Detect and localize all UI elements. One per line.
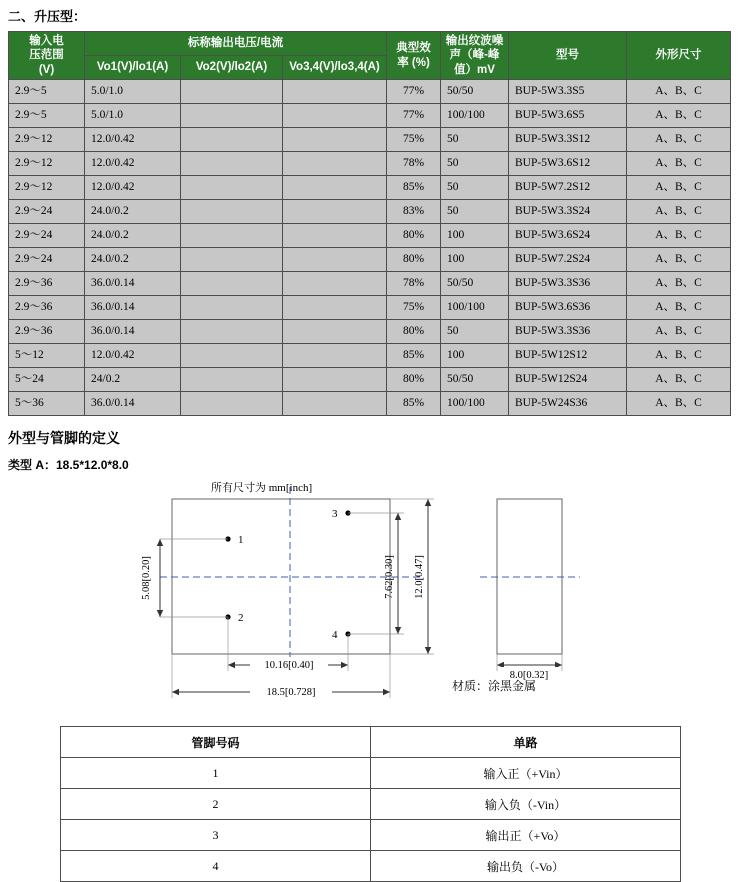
cell-ripple: 100/100	[441, 104, 509, 128]
cell-eff: 80%	[387, 368, 441, 392]
cell-ripple: 50/50	[441, 272, 509, 296]
cell-vo2	[181, 344, 283, 368]
cell-model: BUP-5W12S12	[509, 344, 627, 368]
dim-left-arrow-top	[157, 539, 163, 546]
package-drawing	[0, 477, 740, 722]
cell-vin: 5～36	[9, 392, 85, 416]
cell-ripple: 50	[441, 320, 509, 344]
cell-vo2	[181, 104, 283, 128]
cell-size: A、B、C	[627, 152, 731, 176]
cell-vo2	[181, 200, 283, 224]
cell-vo34	[283, 224, 387, 248]
dim-outer-right-arrow-bottom	[425, 647, 431, 654]
dim-left-arrow-bottom	[157, 610, 163, 617]
spec-table-body	[9, 80, 731, 416]
col-header-nominal-group: 标称输出电压/电流	[85, 32, 387, 56]
cell-model: BUP-5W3.3S36	[509, 320, 627, 344]
cell-vo34	[283, 152, 387, 176]
page-title: 二、升压型：	[8, 9, 87, 24]
cell-size: A、B、C	[627, 80, 731, 104]
cell-size: A、B、C	[627, 392, 731, 416]
cell-vo34	[283, 248, 387, 272]
col-header-vin: 输入电 压范围 (V)	[9, 32, 85, 80]
cell-eff: 77%	[387, 104, 441, 128]
cell-vo2	[181, 248, 283, 272]
cell-ripple: 50	[441, 152, 509, 176]
cell-vo1: 5.0/1.0	[85, 104, 181, 128]
cell-model: BUP-5W3.6S36	[509, 296, 627, 320]
cell-vo1: 36.0/0.14	[85, 392, 181, 416]
table-row	[9, 152, 731, 176]
dim-bottom-outer-text: 18.5[0.728]	[266, 687, 316, 699]
pin-cell-function: 输入负（-Vin）	[371, 789, 681, 820]
cell-model: BUP-5W3.6S12	[509, 152, 627, 176]
dim-bottom-outer-arrow-right	[383, 689, 390, 695]
table-row	[9, 176, 731, 200]
cell-eff: 75%	[387, 128, 441, 152]
dim-bottom-outer-arrow-left	[172, 689, 179, 695]
cell-vo34	[283, 128, 387, 152]
dim-left-vertical-text: 5.08[0.20]	[141, 556, 152, 600]
cell-vin: 2.9～24	[9, 200, 85, 224]
cell-vo1: 12.0/0.42	[85, 176, 181, 200]
cell-vo2	[181, 368, 283, 392]
cell-vin: 2.9～12	[9, 128, 85, 152]
cell-ripple: 50/50	[441, 80, 509, 104]
cell-eff: 80%	[387, 224, 441, 248]
table-row	[61, 789, 681, 820]
cell-vo34	[283, 296, 387, 320]
cell-vo34	[283, 200, 387, 224]
table-row	[9, 368, 731, 392]
col-header-efficiency: 典型效 率 (%)	[387, 32, 441, 80]
cell-vo2	[181, 128, 283, 152]
table-row	[9, 248, 731, 272]
cell-model: BUP-5W12S24	[509, 368, 627, 392]
table-row	[61, 851, 681, 882]
cell-vin: 2.9～36	[9, 296, 85, 320]
cell-vo2	[181, 296, 283, 320]
dim-bottom-inner-arrow-right	[341, 662, 348, 668]
cell-model: BUP-5W3.6S24	[509, 224, 627, 248]
dim-inner-right-arrow-bottom	[395, 627, 401, 634]
cell-eff: 80%	[387, 320, 441, 344]
pin-3-label: 3	[332, 508, 338, 521]
cell-eff: 78%	[387, 152, 441, 176]
col-header-vo2: Vo2(V)/lo2(A)	[181, 56, 283, 80]
cell-vo2	[181, 176, 283, 200]
cell-vo1: 24/0.2	[85, 368, 181, 392]
dim-bottom-inner-arrow-left	[228, 662, 235, 668]
pin-cell-function: 输出正（+Vo）	[371, 820, 681, 851]
dim-inner-right-text: 7.62[0.30]	[384, 555, 395, 599]
cell-vin: 2.9～36	[9, 272, 85, 296]
pin-4-label: 4	[332, 629, 338, 642]
cell-vo2	[181, 392, 283, 416]
cell-vin: 2.9～12	[9, 176, 85, 200]
cell-ripple: 50	[441, 176, 509, 200]
table-row	[9, 128, 731, 152]
cell-vin: 5～24	[9, 368, 85, 392]
pin-col-header-function: 单路	[371, 727, 681, 758]
cell-model: BUP-5W3.3S24	[509, 200, 627, 224]
pin-table-head	[61, 727, 681, 758]
dim-bottom-inner-text: 10.16[0.40]	[264, 660, 314, 672]
cell-vin: 2.9～24	[9, 248, 85, 272]
cell-eff: 85%	[387, 176, 441, 200]
cell-eff: 75%	[387, 296, 441, 320]
cell-vo1: 12.0/0.42	[85, 128, 181, 152]
cell-vo34	[283, 104, 387, 128]
table-row	[9, 344, 731, 368]
col-header-vo1: Vo1(V)/lo1(A)	[85, 56, 181, 80]
cell-model: BUP-5W3.6S5	[509, 104, 627, 128]
cell-vo1: 12.0/0.42	[85, 344, 181, 368]
cell-vo34	[283, 368, 387, 392]
cell-size: A、B、C	[627, 320, 731, 344]
cell-size: A、B、C	[627, 272, 731, 296]
table-row	[9, 200, 731, 224]
table-row	[9, 272, 731, 296]
cell-vin: 5～12	[9, 344, 85, 368]
cell-size: A、B、C	[627, 224, 731, 248]
col-header-model: 型号	[509, 32, 627, 80]
cell-vo34	[283, 176, 387, 200]
cell-vo1: 24.0/0.2	[85, 200, 181, 224]
dim-outer-right-arrow-top	[425, 499, 431, 506]
pin-2-label: 2	[238, 612, 244, 625]
cell-eff: 78%	[387, 272, 441, 296]
outline-type-label: 类型 A：18.5*12.0*8.0	[8, 458, 129, 473]
cell-model: BUP-5W3.3S12	[509, 128, 627, 152]
cell-vo34	[283, 344, 387, 368]
cell-eff: 83%	[387, 200, 441, 224]
cell-ripple: 100/100	[441, 392, 509, 416]
pin-col-header-number: 管脚号码	[61, 727, 371, 758]
unit-note: 所有尺寸为 mm[inch]	[211, 482, 313, 495]
package-drawing-svg	[0, 477, 740, 722]
cell-vin: 2.9～36	[9, 320, 85, 344]
cell-vo34	[283, 392, 387, 416]
table-row	[61, 758, 681, 789]
cell-vo1: 5.0/1.0	[85, 80, 181, 104]
cell-size: A、B、C	[627, 368, 731, 392]
pin-cell-function: 输出负（-Vo）	[371, 851, 681, 882]
cell-vo1: 24.0/0.2	[85, 248, 181, 272]
cell-ripple: 50	[441, 200, 509, 224]
cell-eff: 85%	[387, 392, 441, 416]
col-header-size: 外形尺寸	[627, 32, 731, 80]
pin-1-label: 1	[238, 534, 244, 547]
cell-vo1: 36.0/0.14	[85, 320, 181, 344]
pin-header-row	[61, 727, 681, 758]
spec-table	[8, 31, 731, 416]
cell-model: BUP-5W24S36	[509, 392, 627, 416]
cell-size: A、B、C	[627, 128, 731, 152]
cell-vo1: 12.0/0.42	[85, 152, 181, 176]
cell-eff: 77%	[387, 80, 441, 104]
cell-ripple: 100/100	[441, 296, 509, 320]
table-row	[9, 320, 731, 344]
outline-heading: 外型与管脚的定义	[8, 430, 120, 447]
dim-inner-right-arrow-top	[395, 513, 401, 520]
table-row	[9, 392, 731, 416]
cell-ripple: 100	[441, 248, 509, 272]
col-header-vo34: Vo3,4(V)/lo3,4(A)	[283, 56, 387, 80]
cell-vo2	[181, 152, 283, 176]
cell-size: A、B、C	[627, 104, 731, 128]
cell-vo1: 36.0/0.14	[85, 272, 181, 296]
cell-model: BUP-5W3.3S5	[509, 80, 627, 104]
dim-side-width-text: 8.0[0.32]	[509, 670, 549, 682]
cell-vo2	[181, 224, 283, 248]
cell-ripple: 100	[441, 224, 509, 248]
cell-vo1: 24.0/0.2	[85, 224, 181, 248]
col-header-ripple: 输出纹波噪 声（峰-峰 值）mV	[441, 32, 509, 80]
dim-outer-right-text: 12.0[0.47]	[414, 555, 425, 599]
table-row	[9, 80, 731, 104]
cell-vin: 2.9～5	[9, 104, 85, 128]
cell-model: BUP-5W3.3S36	[509, 272, 627, 296]
pin-table-body	[61, 758, 681, 882]
cell-size: A、B、C	[627, 248, 731, 272]
pin-cell-number: 3	[61, 820, 371, 851]
cell-ripple: 50/50	[441, 368, 509, 392]
cell-vo34	[283, 320, 387, 344]
spec-table-head	[9, 32, 731, 80]
cell-size: A、B、C	[627, 200, 731, 224]
cell-vin: 2.9～24	[9, 224, 85, 248]
cell-vin: 2.9～5	[9, 80, 85, 104]
cell-vo2	[181, 80, 283, 104]
pin-definition-table	[60, 726, 681, 882]
cell-eff: 85%	[387, 344, 441, 368]
pin-cell-function: 输入正（+Vin）	[371, 758, 681, 789]
cell-vo1: 36.0/0.14	[85, 296, 181, 320]
cell-size: A、B、C	[627, 296, 731, 320]
cell-eff: 80%	[387, 248, 441, 272]
table-row	[9, 224, 731, 248]
cell-size: A、B、C	[627, 176, 731, 200]
pin-cell-number: 1	[61, 758, 371, 789]
spec-header-row-1	[9, 32, 731, 56]
table-row	[9, 296, 731, 320]
cell-ripple: 100	[441, 344, 509, 368]
cell-vo2	[181, 320, 283, 344]
table-row	[61, 820, 681, 851]
cell-size: A、B、C	[627, 344, 731, 368]
cell-vo34	[283, 272, 387, 296]
pin-cell-number: 2	[61, 789, 371, 820]
pin-cell-number: 4	[61, 851, 371, 882]
table-row	[9, 104, 731, 128]
cell-model: BUP-5W7.2S12	[509, 176, 627, 200]
cell-vo34	[283, 80, 387, 104]
material-note: 材质：涂黑金属	[452, 679, 537, 694]
cell-vin: 2.9～12	[9, 152, 85, 176]
cell-ripple: 50	[441, 128, 509, 152]
cell-model: BUP-5W7.2S24	[509, 248, 627, 272]
cell-vo2	[181, 272, 283, 296]
